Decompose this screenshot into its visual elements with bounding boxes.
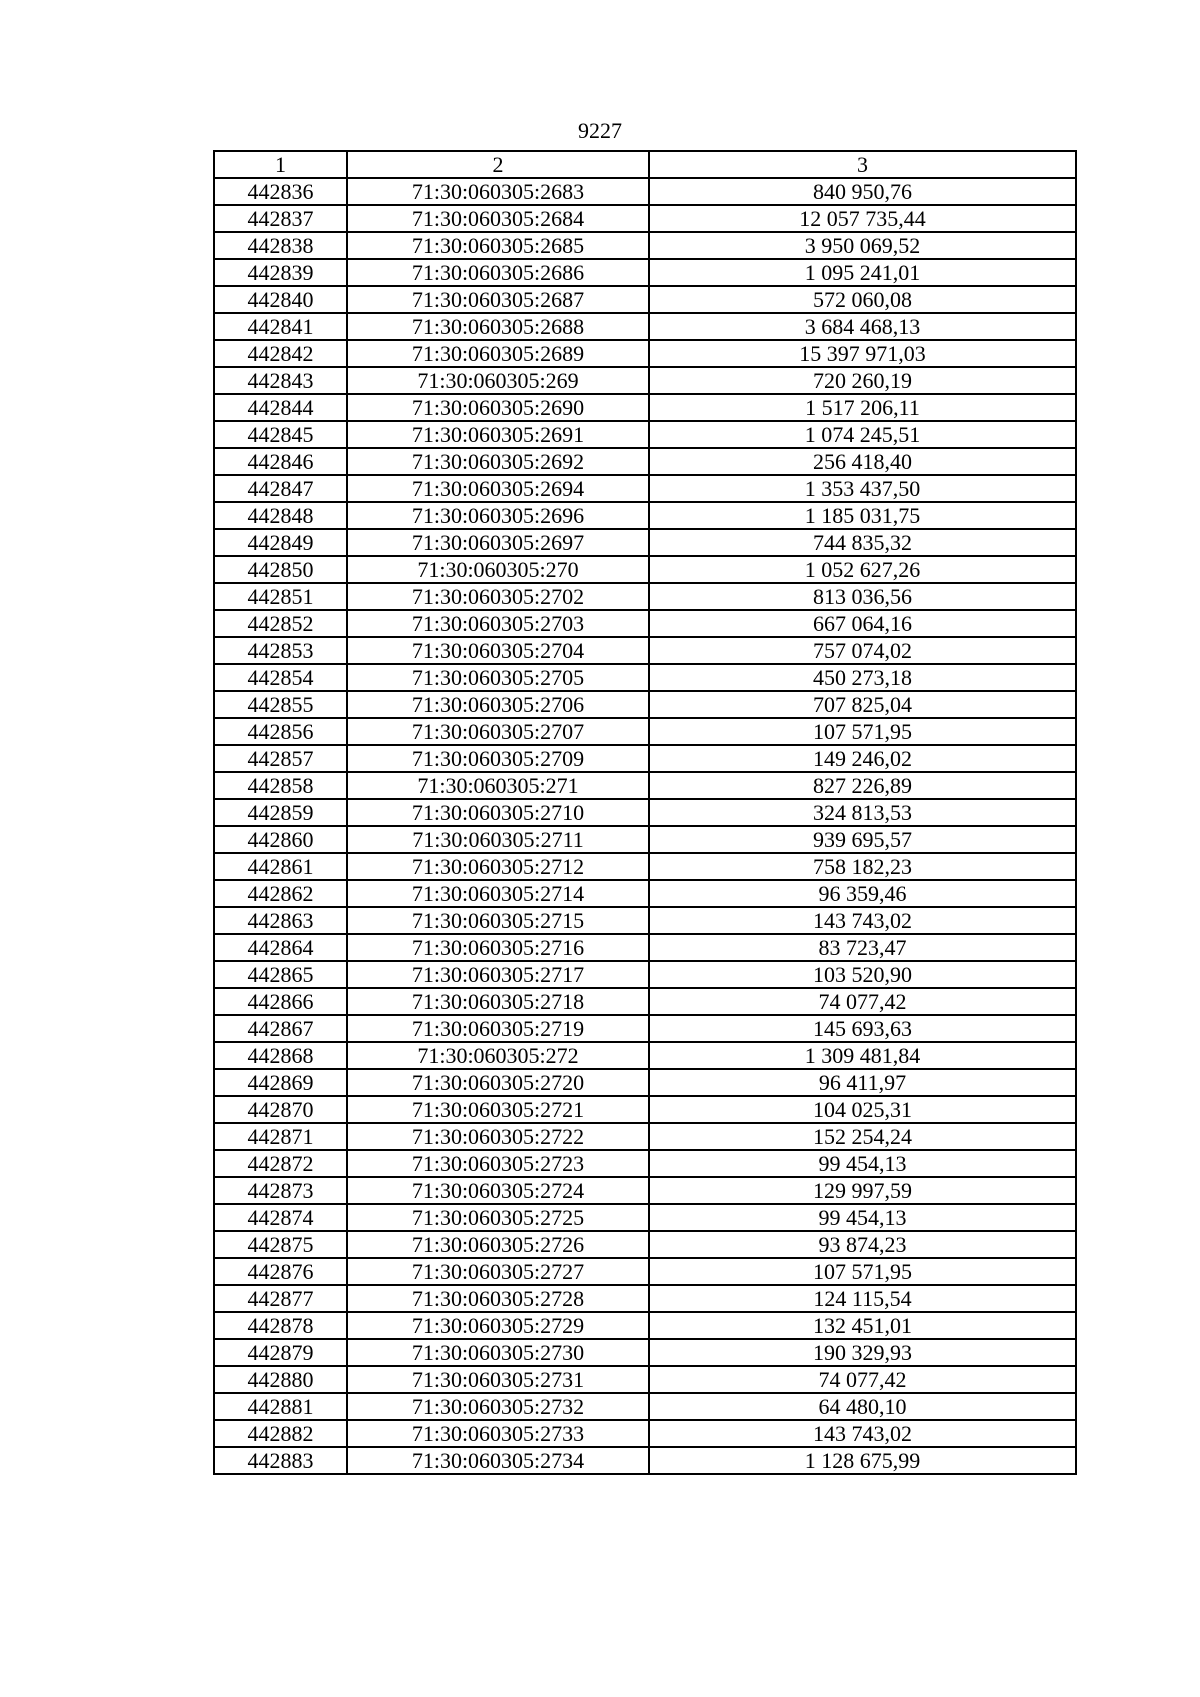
header-row (214, 151, 1076, 178)
value-cell: 143 743,02 (649, 1420, 1076, 1447)
table-header (214, 151, 1076, 178)
cadastral-number-cell: 71:30:060305:2683 (347, 178, 649, 205)
table-row (214, 1447, 1076, 1474)
cadastral-number-cell: 71:30:060305:269 (347, 367, 649, 394)
row-number-cell: 442881 (214, 1393, 347, 1420)
value-cell: 324 813,53 (649, 799, 1076, 826)
cadastral-number-cell: 71:30:060305:2697 (347, 529, 649, 556)
row-number-cell: 442864 (214, 934, 347, 961)
table-row (214, 1258, 1076, 1285)
value-cell: 103 520,90 (649, 961, 1076, 988)
value-cell: 132 451,01 (649, 1312, 1076, 1339)
table-row (214, 1177, 1076, 1204)
row-number-cell: 442868 (214, 1042, 347, 1069)
row-number-cell: 442870 (214, 1096, 347, 1123)
table-row (214, 718, 1076, 745)
table-row (214, 637, 1076, 664)
value-cell: 99 454,13 (649, 1204, 1076, 1231)
table-row (214, 745, 1076, 772)
table-row (214, 367, 1076, 394)
value-cell: 1 517 206,11 (649, 394, 1076, 421)
table-row (214, 1231, 1076, 1258)
cadastral-number-cell: 71:30:060305:2704 (347, 637, 649, 664)
value-cell: 143 743,02 (649, 907, 1076, 934)
value-cell: 83 723,47 (649, 934, 1076, 961)
cadastral-number-cell: 71:30:060305:2703 (347, 610, 649, 637)
cadastral-number-cell: 71:30:060305:2716 (347, 934, 649, 961)
cadastral-number-cell: 71:30:060305:2692 (347, 448, 649, 475)
cadastral-number-cell: 71:30:060305:2687 (347, 286, 649, 313)
cadastral-number-cell: 71:30:060305:2734 (347, 1447, 649, 1474)
value-cell: 450 273,18 (649, 664, 1076, 691)
row-number-cell: 442837 (214, 205, 347, 232)
cadastral-number-cell: 71:30:060305:2694 (347, 475, 649, 502)
value-cell: 758 182,23 (649, 853, 1076, 880)
row-number-cell: 442883 (214, 1447, 347, 1474)
page-number: 9227 (578, 118, 622, 143)
value-cell: 256 418,40 (649, 448, 1076, 475)
cadastral-number-cell: 71:30:060305:2717 (347, 961, 649, 988)
row-number-cell: 442869 (214, 1069, 347, 1096)
column-header-3: 3 (649, 151, 1076, 178)
value-cell: 190 329,93 (649, 1339, 1076, 1366)
table-row (214, 1123, 1076, 1150)
cadastral-number-cell: 71:30:060305:2723 (347, 1150, 649, 1177)
cadastral-number-cell: 71:30:060305:2729 (347, 1312, 649, 1339)
value-cell: 149 246,02 (649, 745, 1076, 772)
row-number-cell: 442841 (214, 313, 347, 340)
row-number-cell: 442863 (214, 907, 347, 934)
table-row (214, 1285, 1076, 1312)
cadastral-number-cell: 71:30:060305:2732 (347, 1393, 649, 1420)
table-row (214, 907, 1076, 934)
value-cell: 152 254,24 (649, 1123, 1076, 1150)
row-number-cell: 442856 (214, 718, 347, 745)
cadastral-number-cell: 71:30:060305:2719 (347, 1015, 649, 1042)
table-row (214, 394, 1076, 421)
value-cell: 74 077,42 (649, 988, 1076, 1015)
table-row (214, 988, 1076, 1015)
cadastral-number-cell: 71:30:060305:2688 (347, 313, 649, 340)
table-row (214, 961, 1076, 988)
value-cell: 1 309 481,84 (649, 1042, 1076, 1069)
registry-table (213, 150, 1077, 1475)
row-number-cell: 442852 (214, 610, 347, 637)
cadastral-number-cell: 71:30:060305:2730 (347, 1339, 649, 1366)
cadastral-number-cell: 71:30:060305:2720 (347, 1069, 649, 1096)
table-row (214, 1096, 1076, 1123)
row-number-cell: 442874 (214, 1204, 347, 1231)
row-number-cell: 442844 (214, 394, 347, 421)
value-cell: 1 185 031,75 (649, 502, 1076, 529)
table-row (214, 340, 1076, 367)
table-row (214, 772, 1076, 799)
value-cell: 15 397 971,03 (649, 340, 1076, 367)
cadastral-number-cell: 71:30:060305:2728 (347, 1285, 649, 1312)
value-cell: 1 353 437,50 (649, 475, 1076, 502)
cadastral-number-cell: 71:30:060305:2689 (347, 340, 649, 367)
table-row (214, 1150, 1076, 1177)
value-cell: 1 128 675,99 (649, 1447, 1076, 1474)
row-number-cell: 442882 (214, 1420, 347, 1447)
value-cell: 827 226,89 (649, 772, 1076, 799)
value-cell: 720 260,19 (649, 367, 1076, 394)
row-number-cell: 442849 (214, 529, 347, 556)
row-number-cell: 442865 (214, 961, 347, 988)
cadastral-number-cell: 71:30:060305:2707 (347, 718, 649, 745)
row-number-cell: 442847 (214, 475, 347, 502)
table-row (214, 1420, 1076, 1447)
row-number-cell: 442871 (214, 1123, 347, 1150)
cadastral-number-cell: 71:30:060305:2731 (347, 1366, 649, 1393)
value-cell: 96 359,46 (649, 880, 1076, 907)
table-row (214, 421, 1076, 448)
cadastral-number-cell: 71:30:060305:2725 (347, 1204, 649, 1231)
row-number-cell: 442853 (214, 637, 347, 664)
value-cell: 572 060,08 (649, 286, 1076, 313)
row-number-cell: 442838 (214, 232, 347, 259)
cadastral-number-cell: 71:30:060305:2710 (347, 799, 649, 826)
row-number-cell: 442872 (214, 1150, 347, 1177)
row-number-cell: 442877 (214, 1285, 347, 1312)
row-number-cell: 442836 (214, 178, 347, 205)
table-row (214, 664, 1076, 691)
value-cell: 3 950 069,52 (649, 232, 1076, 259)
row-number-cell: 442842 (214, 340, 347, 367)
cadastral-number-cell: 71:30:060305:2690 (347, 394, 649, 421)
row-number-cell: 442867 (214, 1015, 347, 1042)
row-number-cell: 442878 (214, 1312, 347, 1339)
cadastral-number-cell: 71:30:060305:2722 (347, 1123, 649, 1150)
table-row (214, 448, 1076, 475)
table-row (214, 853, 1076, 880)
row-number-cell: 442862 (214, 880, 347, 907)
table-row (214, 1069, 1076, 1096)
value-cell: 939 695,57 (649, 826, 1076, 853)
table-row (214, 1393, 1076, 1420)
table-row (214, 475, 1076, 502)
cadastral-number-cell: 71:30:060305:2686 (347, 259, 649, 286)
row-number-cell: 442860 (214, 826, 347, 853)
cadastral-number-cell: 71:30:060305:2706 (347, 691, 649, 718)
cadastral-number-cell: 71:30:060305:2691 (347, 421, 649, 448)
value-cell: 813 036,56 (649, 583, 1076, 610)
cadastral-number-cell: 71:30:060305:2685 (347, 232, 649, 259)
value-cell: 124 115,54 (649, 1285, 1076, 1312)
value-cell: 129 997,59 (649, 1177, 1076, 1204)
table-row (214, 1339, 1076, 1366)
cadastral-number-cell: 71:30:060305:2724 (347, 1177, 649, 1204)
row-number-cell: 442845 (214, 421, 347, 448)
value-cell: 107 571,95 (649, 1258, 1076, 1285)
row-number-cell: 442880 (214, 1366, 347, 1393)
value-cell: 667 064,16 (649, 610, 1076, 637)
table-row (214, 259, 1076, 286)
table-row (214, 799, 1076, 826)
value-cell: 757 074,02 (649, 637, 1076, 664)
cadastral-number-cell: 71:30:060305:2709 (347, 745, 649, 772)
table-row (214, 178, 1076, 205)
value-cell: 840 950,76 (649, 178, 1076, 205)
row-number-cell: 442861 (214, 853, 347, 880)
row-number-cell: 442843 (214, 367, 347, 394)
value-cell: 74 077,42 (649, 1366, 1076, 1393)
value-cell: 744 835,32 (649, 529, 1076, 556)
table-row (214, 1312, 1076, 1339)
cadastral-number-cell: 71:30:060305:2721 (347, 1096, 649, 1123)
cadastral-number-cell: 71:30:060305:2733 (347, 1420, 649, 1447)
table-row (214, 880, 1076, 907)
row-number-cell: 442851 (214, 583, 347, 610)
value-cell: 3 684 468,13 (649, 313, 1076, 340)
row-number-cell: 442840 (214, 286, 347, 313)
value-cell: 1 052 627,26 (649, 556, 1076, 583)
cadastral-number-cell: 71:30:060305:271 (347, 772, 649, 799)
table-row (214, 934, 1076, 961)
row-number-cell: 442854 (214, 664, 347, 691)
cadastral-number-cell: 71:30:060305:2702 (347, 583, 649, 610)
row-number-cell: 442850 (214, 556, 347, 583)
row-number-cell: 442855 (214, 691, 347, 718)
table-row (214, 1042, 1076, 1069)
cadastral-number-cell: 71:30:060305:2715 (347, 907, 649, 934)
row-number-cell: 442876 (214, 1258, 347, 1285)
row-number-cell: 442875 (214, 1231, 347, 1258)
table-row (214, 232, 1076, 259)
cadastral-number-cell: 71:30:060305:2712 (347, 853, 649, 880)
table-row (214, 1204, 1076, 1231)
cadastral-number-cell: 71:30:060305:2718 (347, 988, 649, 1015)
table-row (214, 556, 1076, 583)
value-cell: 12 057 735,44 (649, 205, 1076, 232)
value-cell: 1 095 241,01 (649, 259, 1076, 286)
value-cell: 107 571,95 (649, 718, 1076, 745)
column-header-2: 2 (347, 151, 649, 178)
table-row (214, 529, 1076, 556)
row-number-cell: 442866 (214, 988, 347, 1015)
row-number-cell: 442879 (214, 1339, 347, 1366)
cadastral-number-cell: 71:30:060305:2696 (347, 502, 649, 529)
value-cell: 99 454,13 (649, 1150, 1076, 1177)
table-row (214, 205, 1076, 232)
row-number-cell: 442848 (214, 502, 347, 529)
cadastral-number-cell: 71:30:060305:2727 (347, 1258, 649, 1285)
table-row (214, 1366, 1076, 1393)
table-row (214, 313, 1076, 340)
value-cell: 96 411,97 (649, 1069, 1076, 1096)
value-cell: 707 825,04 (649, 691, 1076, 718)
value-cell: 64 480,10 (649, 1393, 1076, 1420)
row-number-cell: 442839 (214, 259, 347, 286)
value-cell: 1 074 245,51 (649, 421, 1076, 448)
table-row (214, 583, 1076, 610)
cadastral-number-cell: 71:30:060305:2705 (347, 664, 649, 691)
table-row (214, 502, 1076, 529)
row-number-cell: 442846 (214, 448, 347, 475)
table-row (214, 826, 1076, 853)
table-row (214, 610, 1076, 637)
row-number-cell: 442857 (214, 745, 347, 772)
table-row (214, 286, 1076, 313)
cadastral-number-cell: 71:30:060305:2711 (347, 826, 649, 853)
cadastral-number-cell: 71:30:060305:272 (347, 1042, 649, 1069)
cadastral-number-cell: 71:30:060305:2714 (347, 880, 649, 907)
value-cell: 104 025,31 (649, 1096, 1076, 1123)
cadastral-number-cell: 71:30:060305:2684 (347, 205, 649, 232)
cadastral-number-cell: 71:30:060305:2726 (347, 1231, 649, 1258)
column-header-1: 1 (214, 151, 347, 178)
value-cell: 93 874,23 (649, 1231, 1076, 1258)
table-body (214, 178, 1076, 1474)
table-row (214, 1015, 1076, 1042)
row-number-cell: 442858 (214, 772, 347, 799)
value-cell: 145 693,63 (649, 1015, 1076, 1042)
row-number-cell: 442873 (214, 1177, 347, 1204)
table-row (214, 691, 1076, 718)
cadastral-number-cell: 71:30:060305:270 (347, 556, 649, 583)
row-number-cell: 442859 (214, 799, 347, 826)
